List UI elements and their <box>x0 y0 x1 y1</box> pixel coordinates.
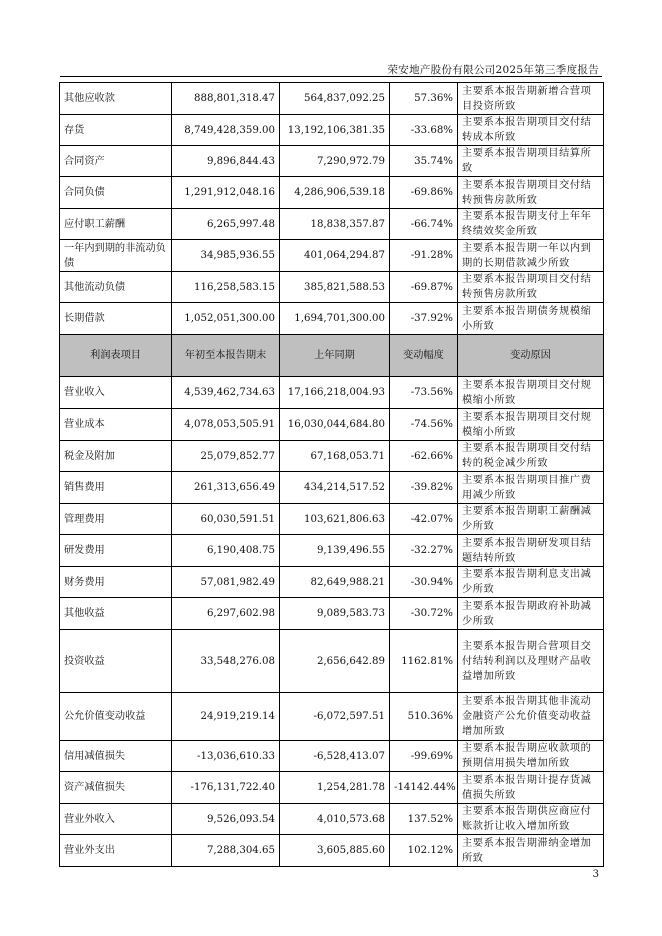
row-previous-value: 67,168,053.71 <box>280 441 390 472</box>
row-previous-value: 434,214,517.52 <box>280 472 390 504</box>
row-change-reason: 主要系本报告期合营项目交付结转利润以及理财产品收益增加所致 <box>458 630 604 693</box>
row-change-rate: -91.28% <box>390 240 458 272</box>
row-change-rate: -39.82% <box>390 472 458 504</box>
row-current-value: -13,036,610.33 <box>172 741 280 772</box>
balance-sheet-section <box>60 83 604 335</box>
row-previous-value: 2,656,642.89 <box>280 630 390 693</box>
table-row <box>60 146 604 177</box>
row-change-rate: 102.12% <box>390 835 458 867</box>
row-item-name: 公允价值变动收益 <box>60 693 172 741</box>
table-row <box>60 115 604 146</box>
table-row <box>60 209 604 240</box>
table-row <box>60 567 604 598</box>
row-change-rate: -99.69% <box>390 741 458 772</box>
row-current-value: 6,297,602.98 <box>172 598 280 630</box>
row-item-name: 信用减值损失 <box>60 741 172 772</box>
row-previous-value: 16,030,044,684.80 <box>280 409 390 441</box>
row-item-name: 一年内到期的非流动负债 <box>60 240 172 272</box>
row-item-name: 营业收入 <box>60 377 172 409</box>
row-current-value: 9,526,093.54 <box>172 804 280 835</box>
row-change-reason: 主要系本报告期利息支出减少所致 <box>458 567 604 598</box>
row-previous-value: 18,838,357.87 <box>280 209 390 240</box>
row-current-value: 60,030,591.51 <box>172 504 280 535</box>
row-change-reason: 主要系本报告期新增合营项目投资所致 <box>458 83 604 115</box>
row-item-name: 管理费用 <box>60 504 172 535</box>
row-previous-value: 4,286,906,539.18 <box>280 177 390 209</box>
table-row <box>60 240 604 272</box>
row-previous-value: 564,837,092.25 <box>280 83 390 115</box>
financial-change-table <box>59 82 604 867</box>
row-item-name: 财务费用 <box>60 567 172 598</box>
row-item-name: 投资收益 <box>60 630 172 693</box>
table-row <box>60 272 604 303</box>
row-change-rate: -69.87% <box>390 272 458 303</box>
row-item-name: 销售费用 <box>60 472 172 504</box>
table-row <box>60 441 604 472</box>
header-change-reason: 变动原因 <box>458 335 604 377</box>
row-change-rate: -74.56% <box>390 409 458 441</box>
row-item-name: 研发费用 <box>60 535 172 567</box>
row-previous-value: 1,694,701,300.00 <box>280 303 390 335</box>
row-change-reason: 主要系本报告期政府补助减少所致 <box>458 598 604 630</box>
table-row <box>60 772 604 804</box>
row-change-rate: -37.92% <box>390 303 458 335</box>
row-previous-value: 9,089,583.73 <box>280 598 390 630</box>
row-item-name: 应付职工薪酬 <box>60 209 172 240</box>
table-row <box>60 83 604 115</box>
header-item: 利润表项目 <box>60 335 172 377</box>
row-change-reason: 主要系本报告期项目交付结转预售房款所致 <box>458 272 604 303</box>
row-change-rate: -66.74% <box>390 209 458 240</box>
row-change-reason: 主要系本报告期计提存货减值损失所致 <box>458 772 604 804</box>
table-row <box>60 377 604 409</box>
row-change-rate: 137.52% <box>390 804 458 835</box>
row-current-value: 25,079,852.77 <box>172 441 280 472</box>
table-row <box>60 504 604 535</box>
row-current-value: 4,539,462,734.63 <box>172 377 280 409</box>
row-change-rate: -30.94% <box>390 567 458 598</box>
table-row <box>60 630 604 693</box>
row-current-value: 8,749,428,359.00 <box>172 115 280 146</box>
row-change-rate: 510.36% <box>390 693 458 741</box>
row-change-reason: 主要系本报告期项目交付规模缩小所致 <box>458 409 604 441</box>
row-item-name: 长期借款 <box>60 303 172 335</box>
row-change-reason: 主要系本报告期供应商应付账款折让收入增加所致 <box>458 804 604 835</box>
row-current-value: 1,291,912,048.16 <box>172 177 280 209</box>
row-current-value: 33,548,276.08 <box>172 630 280 693</box>
row-change-reason: 主要系本报告期其他非流动金融资产公允价值变动收益增加所致 <box>458 693 604 741</box>
table-row <box>60 693 604 741</box>
table-row <box>60 177 604 209</box>
table-row <box>60 535 604 567</box>
row-current-value: 888,801,318.47 <box>172 83 280 115</box>
row-current-value: 261,313,656.49 <box>172 472 280 504</box>
report-header-title: 荣安地产股份有限公司2025年第三季度报告 <box>387 64 599 76</box>
table-header-row <box>60 335 604 377</box>
row-current-value: 116,258,583.15 <box>172 272 280 303</box>
row-change-rate: 35.74% <box>390 146 458 177</box>
header-current-period: 年初至本报告期末 <box>172 335 280 377</box>
row-change-reason: 主要系本报告期项目交付规模缩小所致 <box>458 377 604 409</box>
table-row <box>60 741 604 772</box>
row-previous-value: 385,821,588.53 <box>280 272 390 303</box>
row-change-rate: -14142.44% <box>390 772 458 804</box>
row-current-value: 57,081,982.49 <box>172 567 280 598</box>
row-change-reason: 主要系本报告期一年以内到期的长期借款减少所致 <box>458 240 604 272</box>
row-current-value: -176,131,722.40 <box>172 772 280 804</box>
row-previous-value: 103,621,806.63 <box>280 504 390 535</box>
row-change-rate: -69.86% <box>390 177 458 209</box>
row-previous-value: 9,139,496.55 <box>280 535 390 567</box>
row-item-name: 其他收益 <box>60 598 172 630</box>
row-current-value: 7,288,304.65 <box>172 835 280 867</box>
income-statement-header <box>60 335 604 377</box>
row-item-name: 合同资产 <box>60 146 172 177</box>
row-previous-value: 4,010,573.68 <box>280 804 390 835</box>
row-current-value: 6,190,408.75 <box>172 535 280 567</box>
row-item-name: 存货 <box>60 115 172 146</box>
row-change-reason: 主要系本报告期研发项目结题结转所致 <box>458 535 604 567</box>
row-change-reason: 主要系本报告期债务规模缩小所致 <box>458 303 604 335</box>
row-item-name: 资产减值损失 <box>60 772 172 804</box>
row-current-value: 34,985,936.55 <box>172 240 280 272</box>
row-current-value: 6,265,997.48 <box>172 209 280 240</box>
header-divider <box>60 76 602 77</box>
row-previous-value: 3,605,885.60 <box>280 835 390 867</box>
row-item-name: 营业成本 <box>60 409 172 441</box>
table-row <box>60 804 604 835</box>
row-change-rate: 1162.81% <box>390 630 458 693</box>
header-change-rate: 变动幅度 <box>390 335 458 377</box>
page-number: 3 <box>592 869 599 880</box>
row-change-rate: -33.68% <box>390 115 458 146</box>
row-change-rate: -62.66% <box>390 441 458 472</box>
row-change-reason: 主要系本报告期项目交付结转成本所致 <box>458 115 604 146</box>
row-item-name: 营业外支出 <box>60 835 172 867</box>
row-change-rate: 57.36% <box>390 83 458 115</box>
table-row <box>60 409 604 441</box>
row-change-reason: 主要系本报告期应收款项的预期信用损失增加所致 <box>458 741 604 772</box>
row-item-name: 其他应收款 <box>60 83 172 115</box>
header-previous-period: 上年同期 <box>280 335 390 377</box>
row-current-value: 1,052,051,300.00 <box>172 303 280 335</box>
row-current-value: 9,896,844.43 <box>172 146 280 177</box>
row-item-name: 营业外收入 <box>60 804 172 835</box>
row-change-reason: 主要系本报告期项目结算所致 <box>458 146 604 177</box>
row-previous-value: -6,072,597.51 <box>280 693 390 741</box>
row-item-name: 其他流动负债 <box>60 272 172 303</box>
row-current-value: 4,078,053,505.91 <box>172 409 280 441</box>
row-previous-value: 82,649,988.21 <box>280 567 390 598</box>
row-change-rate: -73.56% <box>390 377 458 409</box>
table-row <box>60 835 604 867</box>
row-change-reason: 主要系本报告期项目推广费用减少所致 <box>458 472 604 504</box>
row-previous-value: 401,064,294.87 <box>280 240 390 272</box>
row-item-name: 税金及附加 <box>60 441 172 472</box>
row-change-rate: -30.72% <box>390 598 458 630</box>
row-previous-value: 17,166,218,004.93 <box>280 377 390 409</box>
row-previous-value: 13,192,106,381.35 <box>280 115 390 146</box>
row-change-reason: 主要系本报告期职工薪酬减少所致 <box>458 504 604 535</box>
row-change-reason: 主要系本报告期支付上年年终绩效奖金所致 <box>458 209 604 240</box>
row-change-reason: 主要系本报告期项目交付结转的税金减少所致 <box>458 441 604 472</box>
row-item-name: 合同负债 <box>60 177 172 209</box>
table-row <box>60 472 604 504</box>
table-row <box>60 598 604 630</box>
row-change-reason: 主要系本报告期项目交付结转预售房款所致 <box>458 177 604 209</box>
row-previous-value: -6,528,413.07 <box>280 741 390 772</box>
row-current-value: 24,919,219.14 <box>172 693 280 741</box>
row-previous-value: 1,254,281.78 <box>280 772 390 804</box>
row-change-rate: -42.07% <box>390 504 458 535</box>
row-change-reason: 主要系本报告期滞纳金增加所致 <box>458 835 604 867</box>
row-change-rate: -32.27% <box>390 535 458 567</box>
table-row <box>60 303 604 335</box>
income-statement-section <box>60 377 604 867</box>
row-previous-value: 7,290,972.79 <box>280 146 390 177</box>
